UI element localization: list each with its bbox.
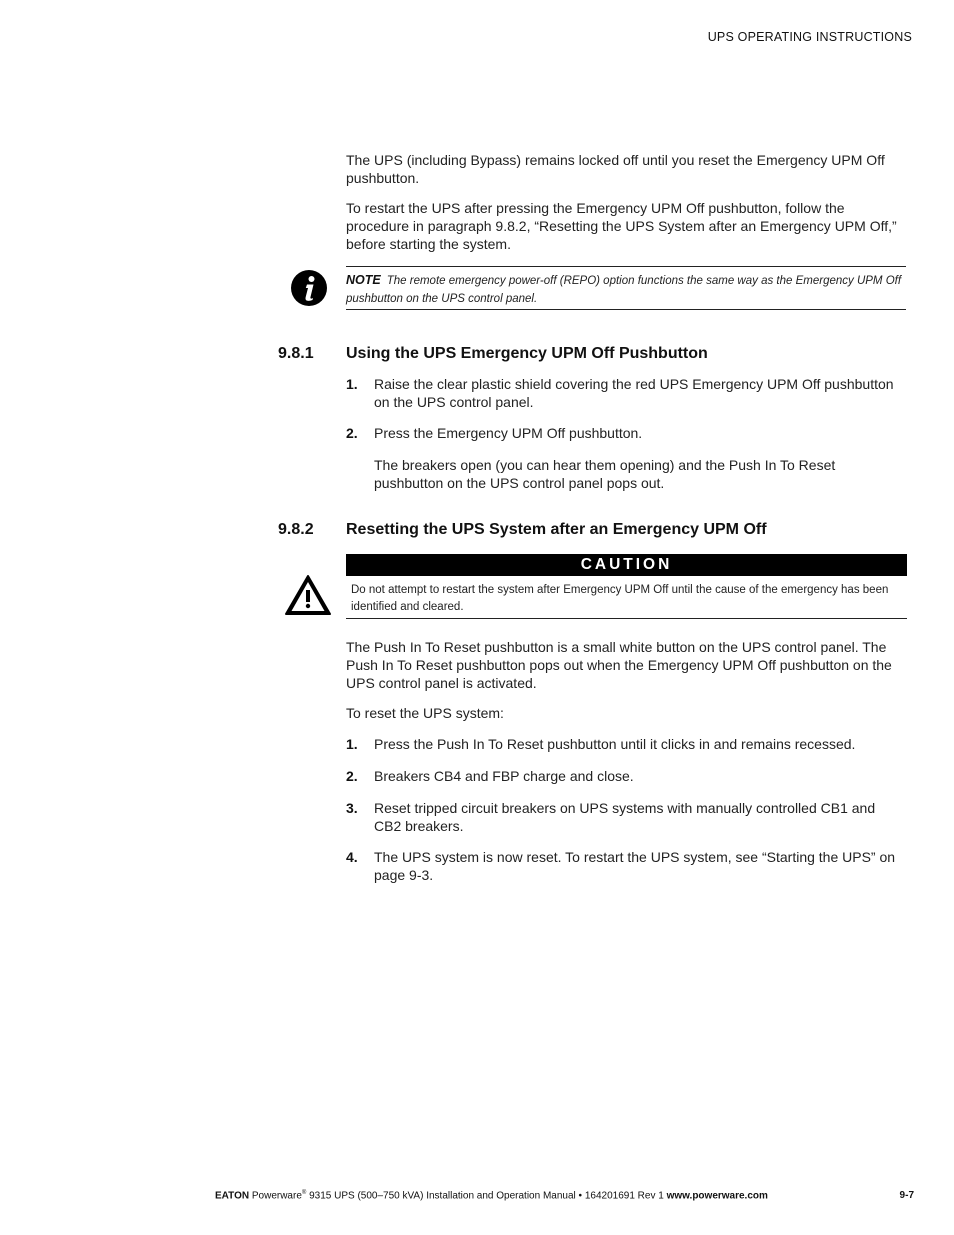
footer-brand: EATON [215, 1190, 250, 1202]
caution-text: Do not attempt to restart the system after Emergency UPM Off until the cause of the emergency has been identified and cleared. [351, 584, 889, 613]
section-title-982: Resetting the UPS System after an Emergency UPM Off [346, 521, 767, 538]
section-number-981: 9.8.1 [278, 345, 314, 362]
footer-manual-title: 9315 UPS (500–750 kVA) Installation and Operation Manual [309, 1190, 576, 1202]
step-text: Press the Push In To Reset pushbutton until it clicks in and remains recessed. [374, 736, 856, 752]
intro-paragraph-2: To restart the UPS after pressing the Emergency UPM Off pushbutton, follow the procedure in paragraph 9.8.2, “Resetting the UPS System after an Emergency UPM Off,” before starting the system. [346, 200, 897, 252]
step-number: 1. [346, 376, 358, 392]
step-text: The UPS system is now reset. To restart the UPS system, see “Starting the UPS” on page 9-3. [374, 849, 896, 883]
page-number: 9-7 [899, 1190, 914, 1201]
footer-doc-number: 164201691 Rev 1 [584, 1190, 664, 1202]
step-text: Reset tripped circuit breakers on UPS systems with manually controlled CB1 and CB2 breakers. [374, 800, 876, 834]
info-icon [290, 269, 328, 307]
step-number: 1. [346, 736, 358, 752]
section-title-981: Using the UPS Emergency UPM Off Pushbutton [346, 345, 708, 362]
step-number: 3. [346, 800, 358, 816]
step-number: 2. [346, 425, 358, 441]
footer-bullet: • [578, 1190, 583, 1202]
footer-registered-mark: ® [301, 1190, 307, 1196]
step-followup-text: The breakers open (you can hear them opening) and the Push In To Reset pushbutton on the UPS control panel pops out. [374, 457, 836, 491]
caution-body [346, 576, 907, 619]
note-text: The remote emergency power-off (REPO) option functions the same way as the Emergency UPM Off pushbutton on the UPS control panel. [346, 275, 902, 305]
note-block [346, 266, 906, 310]
running-header: UPS OPERATING INSTRUCTIONS [707, 30, 912, 44]
intro-paragraph-1: The UPS (including Bypass) remains locked off until you reset the Emergency UPM Off pushbutton. [346, 152, 885, 186]
step-text: Raise the clear plastic shield covering the red UPS Emergency UPM Off pushbutton on the UPS control panel. [374, 376, 894, 410]
section-982-paragraph-2: To reset the UPS system: [346, 705, 504, 721]
step-number: 2. [346, 768, 358, 784]
footer-url: www.powerware.com [666, 1190, 768, 1202]
step-text: Breakers CB4 and FBP charge and close. [374, 768, 634, 784]
section-982-paragraph-1: The Push In To Reset pushbutton is a small white button on the UPS control panel. The Push In To Reset pushbutton pops out when the Emergency UPM Off pushbutton on the UPS control panel is activated. [346, 639, 892, 691]
note-label: NOTE [346, 273, 381, 287]
page-footer [215, 1190, 768, 1201]
note-text-container [346, 271, 906, 308]
step-number: 4. [346, 849, 358, 865]
section-number-982: 9.8.2 [278, 521, 314, 538]
warning-triangle-icon [284, 574, 332, 616]
caution-banner: CAUTION [346, 554, 907, 576]
step-text: Press the Emergency UPM Off pushbutton. [374, 425, 643, 441]
footer-product: Powerware [251, 1190, 302, 1202]
